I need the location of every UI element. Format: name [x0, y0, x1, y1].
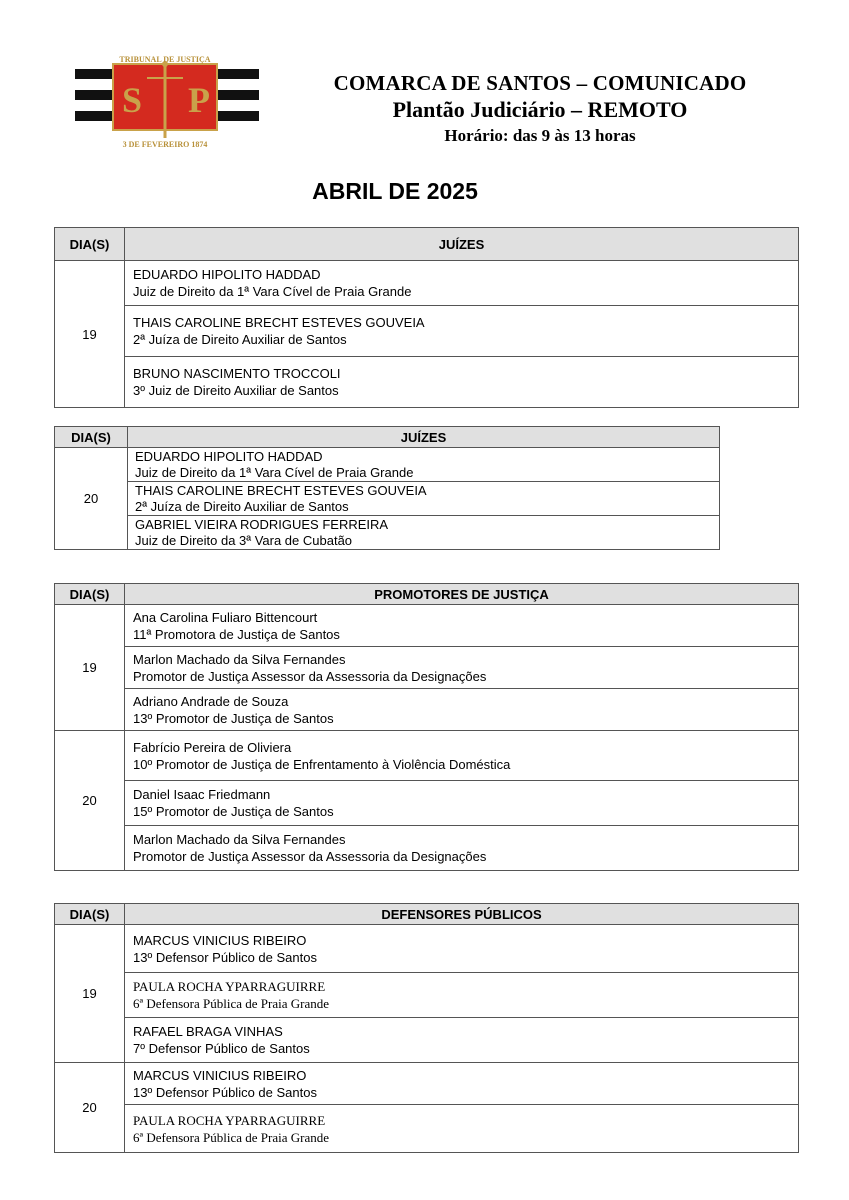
entry-cell — [125, 1018, 799, 1063]
entry-role: 13º Defensor Público de Santos — [133, 949, 317, 965]
prosecutors-table — [54, 583, 799, 871]
table-row — [55, 731, 799, 781]
table-row — [55, 357, 799, 408]
entry-cell — [128, 448, 720, 482]
table-row — [55, 306, 799, 357]
logo-letter-p: P — [188, 80, 210, 120]
entry-name: THAIS CAROLINE BRECHT ESTEVES GOUVEIA — [133, 315, 425, 330]
entry-name: Ana Carolina Fuliaro Bittencourt — [133, 609, 318, 625]
entry-name: RAFAEL BRAGA VINHAS — [133, 1024, 283, 1039]
table-row — [55, 1063, 799, 1105]
judges-table-19 — [54, 227, 799, 408]
entry-cell — [125, 925, 799, 973]
entry-role: Juiz de Direito da 1ª Vara Cível de Praia Grande — [135, 464, 414, 480]
entry-cell — [128, 516, 720, 550]
entry-cell — [128, 482, 720, 516]
entry-cell — [125, 605, 799, 647]
entry-role: 3º Juiz de Direito Auxiliar de Santos — [133, 383, 339, 398]
entry-cell — [125, 261, 799, 306]
day-cell: 20 — [55, 1063, 125, 1153]
entry-cell — [125, 306, 799, 357]
col-main: PROMOTORES DE JUSTIÇA — [125, 584, 799, 605]
col-day: DIA(S) — [55, 228, 125, 261]
table-row — [55, 482, 720, 516]
col-main: JUÍZES — [125, 228, 799, 261]
document-header — [300, 70, 780, 148]
logo-bottom-text: 3 DE FEVEREIRO 1874 — [122, 140, 208, 149]
entry-cell — [125, 781, 799, 826]
col-main: JUÍZES — [128, 427, 720, 448]
entry-name: Marlon Machado da Silva Fernandes — [133, 832, 346, 847]
entry-role: Juiz de Direito da 3ª Vara de Cubatão — [135, 532, 353, 548]
entry-name: BRUNO NASCIMENTO TROCCOLI — [133, 366, 341, 381]
entry-role: 13º Promotor de Justiça de Santos — [133, 710, 334, 726]
entry-name: GABRIEL VIEIRA RODRIGUES FERREIRA — [135, 516, 389, 532]
entry-cell — [125, 973, 799, 1018]
entry-role: 13º Defensor Público de Santos — [133, 1084, 317, 1100]
table-row — [55, 1105, 799, 1153]
entry-name: THAIS CAROLINE BRECHT ESTEVES GOUVEIA — [135, 482, 427, 498]
public-defenders-table — [54, 903, 799, 1153]
entry-name: Marlon Machado da Silva Fernandes — [133, 651, 346, 667]
entry-name: Fabrício Pereira de Oliviera — [133, 739, 292, 755]
table-header-row — [55, 584, 799, 605]
table-row — [55, 973, 799, 1018]
entry-role: Promotor de Justiça Assessor da Assessoria da Designações — [133, 849, 487, 864]
entry-cell — [125, 1063, 799, 1105]
header-line-3: Horário: das 9 às 13 horas — [444, 126, 636, 145]
entry-role: 6ª Defensora Pública de Praia Grande — [133, 1129, 329, 1145]
entry-cell — [125, 689, 799, 731]
header-line-1: COMARCA DE SANTOS – COMUNICADO — [333, 71, 747, 95]
entry-name: Adriano Andrade de Souza — [133, 693, 289, 709]
table-row — [55, 689, 799, 731]
entry-name: PAULA ROCHA YPARRAGUIRRE — [133, 979, 326, 994]
entry-cell — [125, 357, 799, 408]
logo-letter-s: S — [121, 80, 143, 120]
day-cell: 20 — [55, 731, 125, 871]
day-cell: 19 — [55, 261, 125, 408]
entry-role: 7º Defensor Público de Santos — [133, 1041, 310, 1056]
entry-name: EDUARDO HIPOLITO HADDAD — [133, 267, 321, 282]
entry-cell — [125, 1105, 799, 1153]
table-row — [55, 925, 799, 973]
entry-role: 2ª Juíza de Direito Auxiliar de Santos — [133, 332, 347, 347]
table-row — [55, 516, 720, 550]
table-header-row — [55, 904, 799, 925]
entry-role: 6ª Defensora Pública de Praia Grande — [133, 996, 329, 1011]
day-cell: 19 — [55, 925, 125, 1063]
entry-role: 11ª Promotora de Justiça de Santos — [133, 626, 340, 642]
entry-cell — [125, 731, 799, 781]
logo-top-text: TRIBUNAL DE JUSTIÇA — [119, 55, 211, 64]
entry-name: MARCUS VINICIUS RIBEIRO — [133, 932, 307, 948]
table-row — [55, 605, 799, 647]
table-row — [55, 647, 799, 689]
judges-table-20 — [54, 426, 720, 550]
day-cell: 19 — [55, 605, 125, 731]
table-row — [55, 826, 799, 871]
entry-role: Promotor de Justiça Assessor da Assessoria da Designações — [133, 668, 487, 684]
col-main: DEFENSORES PÚBLICOS — [125, 904, 799, 925]
col-day: DIA(S) — [55, 904, 125, 925]
entry-cell — [125, 826, 799, 871]
col-day: DIA(S) — [55, 427, 128, 448]
table-header-row — [55, 427, 720, 448]
entry-role: 2ª Juíza de Direito Auxiliar de Santos — [135, 498, 349, 514]
col-day: DIA(S) — [55, 584, 125, 605]
entry-name: PAULA ROCHA YPARRAGUIRRE — [133, 1112, 326, 1128]
entry-cell — [125, 647, 799, 689]
table-row — [55, 1018, 799, 1063]
month-title: ABRIL DE 2025 — [312, 178, 478, 204]
entry-role: 10º Promotor de Justiça de Enfrentamento à Violência Doméstica — [133, 756, 511, 772]
tjsp-logo — [75, 52, 259, 152]
entry-name: EDUARDO HIPOLITO HADDAD — [135, 448, 323, 464]
entry-role: Juiz de Direito da 1ª Vara Cível de Praia Grande — [133, 284, 412, 299]
entry-name: MARCUS VINICIUS RIBEIRO — [133, 1067, 307, 1083]
day-cell: 20 — [55, 448, 128, 550]
table-row — [55, 261, 799, 306]
entry-role: 15º Promotor de Justiça de Santos — [133, 804, 334, 819]
header-line-2: Plantão Judiciário – REMOTO — [392, 97, 688, 122]
table-row — [55, 781, 799, 826]
table-row — [55, 448, 720, 482]
entry-name: Daniel Isaac Friedmann — [133, 787, 271, 802]
table-header-row — [55, 228, 799, 261]
